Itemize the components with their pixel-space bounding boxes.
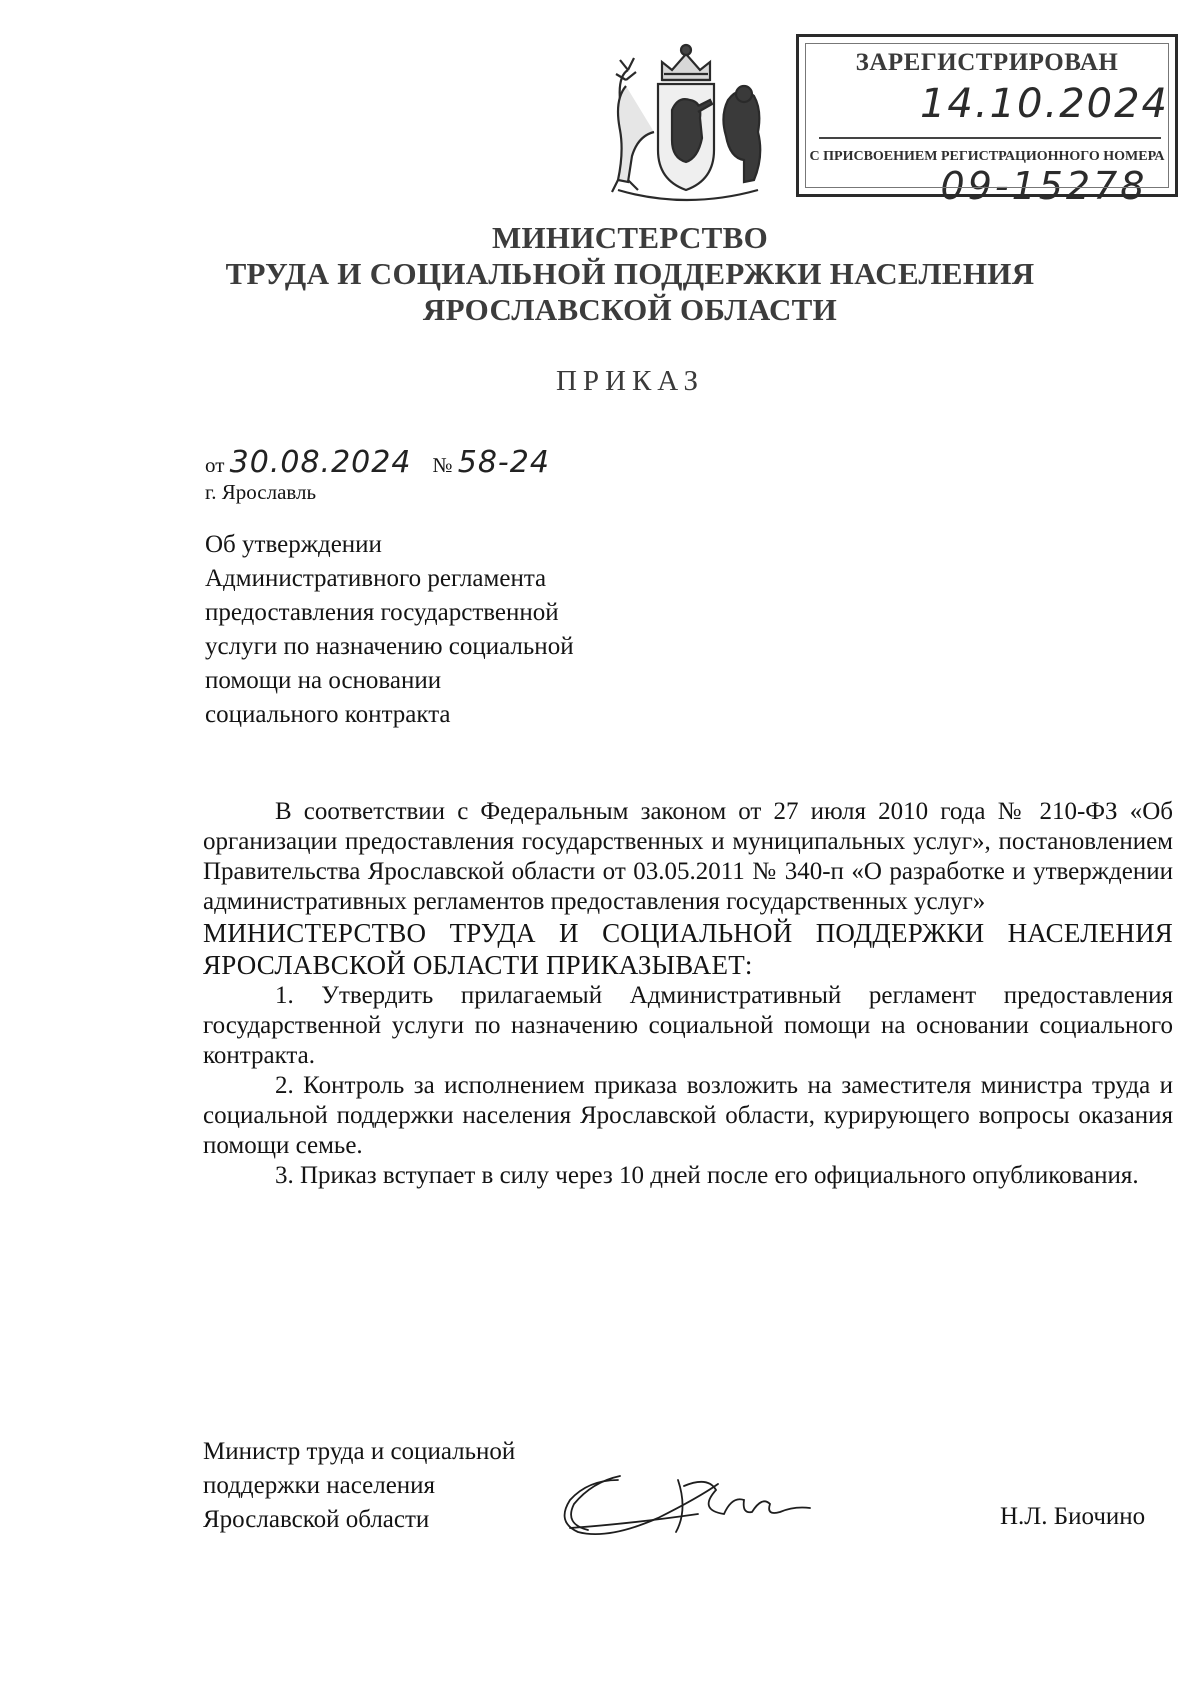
preamble-paragraph: В соответствии с Федеральным законом от 27 июля 2010 года № 210-ФЗ «Об организации предоставления государственных и муниципальных услуг», постановлением Правительства Ярославской области от 03.05.2011 № 340-п «О разработке и утверждении административных регламентов предоставления государственных услуг»: [203, 798, 1173, 915]
city: г. Ярославль: [205, 480, 317, 504]
date-label: от: [205, 453, 225, 477]
registration-stamp: [796, 34, 1178, 208]
stamp-date: 14.10.2024: [919, 81, 1169, 127]
order-body: [203, 797, 1173, 1191]
signatory-role-line: Ярославской области: [203, 1506, 430, 1533]
subject-line: Административного регламента: [205, 565, 547, 592]
order-item: 3. Приказ вступает в силу через 10 дней после его официального опубликования.: [275, 1162, 1139, 1189]
stamp-title: ЗАРЕГИСТРИРОВАН: [855, 49, 1119, 76]
subject-line: услуги по назначению социальной: [205, 633, 574, 660]
number-label: №: [432, 453, 453, 477]
subject-line: помощи на основании: [205, 667, 442, 694]
issuer-header: [200, 220, 1060, 328]
order-item: 2. Контроль за исполнением приказа возложить на заместителя министра труда и социальной поддержки населения Ярославской области, курирующего вопросы оказания помощи семье.: [203, 1072, 1173, 1159]
subject-line: социального контракта: [205, 701, 451, 728]
date-number-line: [205, 445, 550, 480]
coat-of-arms-icon: [598, 40, 774, 204]
stamp-registration-number: 09-15278: [940, 164, 1148, 208]
order-item: 1. Утвердить прилагаемый Административный регламент предоставления государственной услуги по назначению социальной помощи на основании социального контракта.: [203, 982, 1173, 1069]
order-number: 58-24: [457, 445, 550, 480]
orders-statement: МИНИСТЕРСТВО ТРУДА И СОЦИАЛЬНОЙ ПОДДЕРЖКИ НАСЕЛЕНИЯ ЯРОСЛАВСКОЙ ОБЛАСТИ ПРИКАЗЫВАЕТ:: [203, 918, 1173, 980]
header-line-1: МИНИСТЕРСТВО: [491, 220, 769, 255]
subject-line: Об утверждении: [205, 531, 382, 558]
document-type: ПРИКАЗ: [555, 365, 705, 397]
header-line-2: ТРУДА И СОЦИАЛЬНОЙ ПОДДЕРЖКИ НАСЕЛЕНИЯ: [225, 256, 1035, 291]
signatory-name: Н.Л. Биочино: [1000, 1503, 1146, 1530]
header-line-3: ЯРОСЛАВСКОЙ ОБЛАСТИ: [422, 292, 838, 327]
handwritten-signature: [548, 1440, 828, 1550]
signatory-role-line: поддержки населения: [203, 1472, 436, 1499]
signatory-role-line: Министр труда и социальной: [203, 1438, 516, 1465]
order-subject: [205, 528, 725, 732]
signatory-position: [203, 1435, 515, 1537]
stamp-caption: С ПРИСВОЕНИЕМ РЕГИСТРАЦИОННОГО НОМЕРА: [809, 149, 1165, 164]
order-date: 30.08.2024: [229, 445, 412, 480]
stamp-divider: [819, 137, 1161, 139]
subject-line: предоставления государственной: [205, 599, 559, 626]
